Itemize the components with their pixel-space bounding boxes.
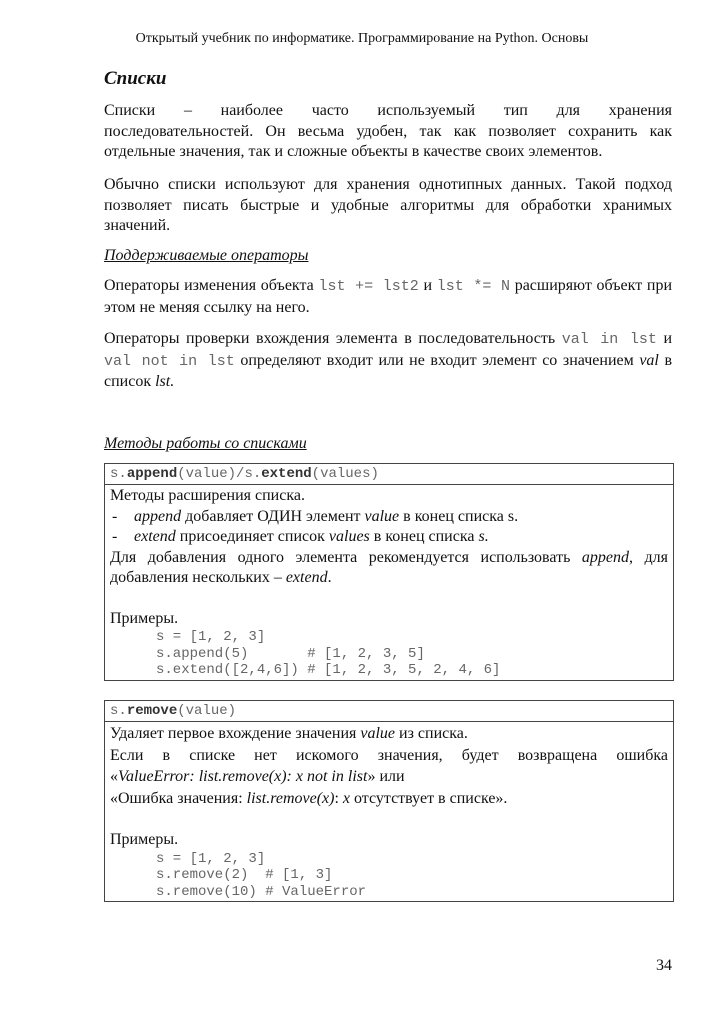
text: и: [656, 330, 672, 347]
method-signature: s.remove(value): [105, 701, 674, 722]
code: val in lst: [561, 331, 657, 348]
text-line: Списки – наиболее часто используемый тип для хранения: [104, 102, 672, 119]
text: в список: [104, 351, 673, 391]
list-item: - append добавляет ОДИН элемент value в конец списка s.: [110, 507, 668, 528]
text: Методы расширения списка.: [110, 487, 305, 504]
text: Операторы проверки вхождения элемента в последовательность: [104, 330, 562, 347]
subheading-methods: Методы работы со списками: [104, 435, 307, 452]
code: lst *= N: [436, 278, 511, 295]
examples-label: Примеры.: [110, 831, 179, 848]
code-line: s.remove(2) # [1, 3]: [156, 867, 333, 883]
code: val not in lst: [104, 352, 235, 370]
text: lst.: [155, 373, 175, 391]
subheading-operators: Поддерживаемые операторы: [104, 247, 309, 264]
page-number: 34: [656, 957, 672, 974]
code-line: s.extend([2,4,6]) # [1, 2, 3, 5, 2, 4, 6]: [156, 662, 501, 678]
text: расширяют объект при этом не меняя ссылку на него.: [104, 277, 672, 316]
method-description: [105, 722, 674, 902]
code-line: s = [1, 2, 3]: [156, 629, 266, 645]
text: последовательностей. Он весьма удобен, так как позволяет сохранить как отдельные значения, так и сложные объекты в качестве своих элементов.: [104, 122, 672, 161]
text-line: «Ошибка значения: list.remove(x): x отсутствует в списке».: [110, 789, 508, 807]
text: и: [418, 277, 437, 294]
code-line: s.remove(10) # ValueError: [156, 883, 367, 900]
paragraph-membership-operators: [104, 329, 672, 393]
code: lst += lst2: [318, 278, 419, 295]
method-table-append-extend: [104, 463, 672, 681]
paragraph-intro: [104, 101, 672, 163]
paragraph-modify-operators: [104, 276, 672, 318]
text-line: Для добавления одного элемента рекомендуется использовать append, для: [110, 548, 669, 566]
method-description: [105, 485, 674, 681]
running-header: Открытый учебник по информатике. Программирование на Python. Основы: [135, 31, 589, 46]
text-line: добавления нескольких – extend.: [110, 569, 332, 586]
code-line: s = [1, 2, 3]: [156, 850, 266, 867]
text: val: [639, 351, 659, 369]
method-signature: s.append(value)/s.extend(values): [105, 464, 674, 485]
code-line: s.append(5) # [1, 2, 3, 5]: [156, 645, 425, 662]
text-line: Если в списке нет искомого значения, будет возвращена ошибка: [110, 746, 668, 764]
text-line: Удаляет первое вхождение значения value из списка.: [110, 725, 468, 742]
examples-label: Примеры.: [110, 609, 179, 627]
method-table-remove: [104, 700, 672, 902]
paragraph-usage: Обычно списки используют для хранения однотипных данных. Такой подход позволяет писать быстрые и удобные алгоритмы для обработки хранимых значений.: [104, 176, 672, 235]
text: Операторы изменения объекта: [104, 277, 319, 294]
text-line: «ValueError: list.remove(x): x not in list» или: [110, 768, 405, 785]
list-item: - extend присоединяет список values в конец списка s.: [110, 527, 668, 548]
section-title: Списки: [104, 68, 167, 89]
text: определяют входит или не входит элемент со значением: [234, 351, 640, 369]
